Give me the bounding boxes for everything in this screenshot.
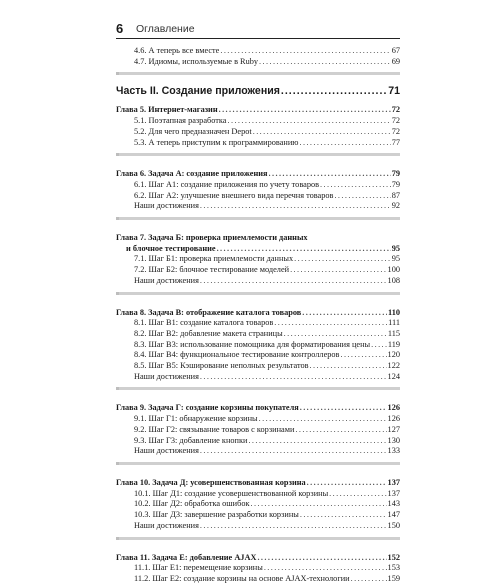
- chapter-gap: [116, 224, 400, 233]
- toc-entry-page: 115: [387, 328, 400, 338]
- dot-leader: [200, 276, 387, 287]
- toc-entry-page: 69: [391, 56, 400, 66]
- part-heading: [116, 85, 400, 98]
- toc-entry: [116, 436, 400, 447]
- toc-entry: [116, 574, 400, 585]
- toc-entry-title: 4.6. А теперь все вместе: [134, 46, 220, 55]
- toc-entry-title: 5.1. Поэтапная разработка: [134, 116, 227, 126]
- toc-entry: [116, 180, 400, 191]
- chapter-gap: [116, 544, 400, 553]
- dot-leader: [269, 169, 391, 180]
- toc-entry-title: Наши достижения: [134, 371, 199, 381]
- chapter-heading-page: 110: [388, 307, 400, 317]
- toc-entry: [116, 361, 400, 372]
- chapter-heading: [116, 403, 400, 414]
- chapter-heading: [116, 244, 400, 255]
- chapter-heading-title: Глава 10. Задача Д: усовершенствованная корзина: [116, 477, 306, 487]
- dot-leader: [253, 127, 391, 138]
- dot-leader: [274, 318, 387, 329]
- chapter-heading: [116, 169, 400, 180]
- toc-entry-title: 5.3. А теперь приступим к программированию: [134, 137, 299, 147]
- toc-entry: [116, 265, 400, 276]
- chapter-heading-page: 79: [391, 169, 400, 179]
- dot-leader: [294, 254, 391, 265]
- chapter-heading-title: и блочное тестирование: [126, 243, 216, 253]
- chapter-heading-title: Глава 8. Задача В: отображение каталога товаров: [116, 307, 302, 317]
- dot-leader: [300, 138, 391, 149]
- toc-entry-title: Наши достижения: [134, 201, 199, 211]
- dot-leader: [200, 372, 387, 383]
- dot-leader: [307, 478, 387, 489]
- toc-entry-title: 10.2. Шаг Д2: обработка ошибок: [134, 499, 250, 509]
- dot-leader: [320, 180, 391, 191]
- toc-entry-page: 95: [391, 254, 400, 264]
- dot-leader: [228, 116, 391, 127]
- chapter-heading-page: 72: [391, 105, 400, 115]
- toc-entry: [116, 57, 400, 68]
- toc-entry-page: 124: [387, 371, 400, 381]
- toc-entry: [116, 425, 400, 436]
- toc-entry-title: Наши достижения: [134, 275, 199, 285]
- toc-entry-title: 8.5. Шаг В5: Кэширование неполных результатов: [134, 361, 309, 371]
- page-number: 6: [116, 21, 124, 36]
- toc-entry-page: 150: [387, 520, 400, 530]
- dot-leader: [300, 403, 387, 414]
- toc-entry-page: 72: [391, 126, 400, 136]
- chapter-divider: [116, 153, 400, 156]
- chapter-divider: [116, 217, 400, 220]
- chapter-heading: [116, 105, 400, 116]
- dot-leader: [257, 553, 386, 564]
- dot-leader: [200, 521, 387, 532]
- chapter-gap: [116, 394, 400, 403]
- toc-entry-title: 11.1. Шаг Е1: перемещение корзины: [134, 563, 263, 573]
- toc-entry: [116, 510, 400, 521]
- dot-leader: [217, 244, 391, 255]
- chapter-divider: [116, 292, 400, 295]
- chapter-heading-title: Глава 5. Интернет-магазин: [116, 105, 218, 115]
- toc-entry-title: 6.2. Шаг А2: улучшение внешнего вида перечня товаров: [134, 190, 334, 200]
- toc-entry-title: 5.2. Для чего предназначен Depot: [134, 126, 252, 136]
- toc-entry-page: 120: [387, 350, 400, 360]
- dot-leader: [200, 446, 387, 457]
- chapter-heading-title: Глава 6. Задача А: создание приложения: [116, 169, 268, 179]
- dot-leader: [259, 57, 391, 68]
- toc-entry: [116, 127, 400, 138]
- toc-entry: [116, 489, 400, 500]
- toc-entry-page: 100: [387, 265, 400, 275]
- chapter-heading-page: 137: [387, 477, 400, 487]
- part-title: Часть II. Создание приложения: [116, 85, 280, 98]
- toc-entry-page: 159: [387, 573, 400, 583]
- chapter-divider: [116, 72, 400, 75]
- toc-entry: [116, 563, 400, 574]
- toc-entry: [116, 138, 400, 149]
- toc-entry-page: 153: [387, 563, 400, 573]
- chapter-gap: [116, 299, 400, 308]
- toc-entry-title: Наши достижения: [134, 520, 199, 530]
- toc-entry-page: 67: [391, 46, 400, 55]
- dot-leader: [300, 510, 387, 521]
- toc-entry: [116, 116, 400, 127]
- toc-entry: [116, 276, 400, 287]
- toc-entry-page: 130: [387, 435, 400, 445]
- toc-entry-title: 9.1. Шаг Г1: обнаружение корзины: [134, 414, 258, 424]
- toc-entry: [116, 46, 400, 57]
- toc-entry-title: 9.2. Шаг Г2: связывание товаров с корзинами: [134, 424, 295, 434]
- chapter-gap: [116, 160, 400, 169]
- toc-entry-title: 11.2. Шаг Е2: создание корзины на основе AJAX-технологии: [134, 573, 350, 583]
- dot-leader: [284, 329, 387, 340]
- dot-leader: [340, 350, 386, 361]
- toc-entry-page: 137: [387, 488, 400, 498]
- dot-leader: [264, 563, 387, 574]
- dot-leader: [200, 201, 391, 212]
- toc-entry: [116, 254, 400, 265]
- toc-entry-title: 4.7. Идиомы, используемые в Ruby: [134, 56, 259, 66]
- chapter-gap: [116, 469, 400, 478]
- toc-entry-page: 147: [387, 510, 400, 520]
- chapter-divider: [116, 387, 400, 390]
- toc-entry-page: 127: [387, 424, 400, 434]
- toc-entry-page: 122: [387, 361, 400, 371]
- toc-entry-page: 119: [387, 339, 400, 349]
- dot-leader: [310, 361, 387, 372]
- toc-entry-title: 8.4. Шаг В4: функциональное тестирование контроллеров: [134, 350, 340, 360]
- toc-entry: [116, 350, 400, 361]
- toc-entry: [116, 191, 400, 202]
- chapter-heading-page: 95: [391, 243, 400, 253]
- toc-entry: [116, 329, 400, 340]
- toc-entry-page: 111: [388, 318, 400, 328]
- dot-leader: [302, 308, 387, 319]
- toc-entry-page: 87: [391, 190, 400, 200]
- chapter-heading: [116, 233, 400, 244]
- dot-leader: [248, 436, 386, 447]
- running-title: Оглавление: [136, 23, 195, 35]
- dot-leader: [329, 489, 386, 500]
- toc-entry: [116, 414, 400, 425]
- chapter-heading-title: Глава 11. Задача Е: добавление AJAX: [116, 552, 257, 562]
- toc-entry-page: 92: [391, 201, 400, 211]
- toc-entry: [116, 340, 400, 351]
- dot-leader: [334, 191, 390, 202]
- toc-entry-title: 8.2. Шаг В2: добавление макета страницы: [134, 328, 283, 338]
- dot-leader: [220, 46, 390, 57]
- toc-entry-title: 6.1. Шаг А1: создание приложения по учету товаров: [134, 179, 320, 189]
- toc-entry-page: 143: [387, 499, 400, 509]
- toc-entry-title: 8.1. Шаг В1: создание каталога товаров: [134, 318, 274, 328]
- dot-leader: [219, 105, 391, 116]
- dot-leader: [251, 499, 387, 510]
- page-header: [116, 22, 400, 39]
- toc-entry-page: 77: [391, 137, 400, 147]
- dot-leader: [351, 574, 387, 585]
- chapter-heading-title: Глава 9. Задача Г: создание корзины покупателя: [116, 403, 299, 413]
- toc-entry-title: 10.3. Шаг Д3: завершение разработки корзины: [134, 510, 299, 520]
- chapter-heading-title: Глава 7. Задача Б: проверка приемлемости данных: [116, 233, 308, 243]
- part-page: 71: [388, 85, 400, 98]
- toc-entry-page: 133: [387, 446, 400, 456]
- chapter-divider: [116, 537, 400, 540]
- dot-leader: [290, 265, 386, 276]
- dot-leader: [281, 85, 387, 98]
- toc-entry-page: 126: [387, 414, 400, 424]
- chapter-divider: [116, 462, 400, 465]
- dot-leader: [371, 340, 387, 351]
- chapter-heading: [116, 478, 400, 489]
- toc-entry: [116, 201, 400, 212]
- chapter-heading: [116, 553, 400, 564]
- toc-entry: [116, 372, 400, 383]
- toc-entry-title: 7.2. Шаг Б2: блочное тестирование моделей: [134, 265, 290, 275]
- toc-entry-title: 9.3. Шаг Г3: добавление кнопки: [134, 435, 248, 445]
- toc-entry: [116, 521, 400, 532]
- chapter-heading-page: 152: [387, 552, 400, 562]
- toc-entry-page: 72: [391, 116, 400, 126]
- toc-entry-title: 10.1. Шаг Д1: создание усовершенствованной корзины: [134, 488, 329, 498]
- chapter-heading: [116, 308, 400, 319]
- table-of-contents: [116, 46, 400, 585]
- toc-entry-title: 7.1. Шаг Б1: проверка приемлемости данных: [134, 254, 294, 264]
- toc-entry-page: 108: [387, 275, 400, 285]
- toc-entry-page: 79: [391, 179, 400, 189]
- toc-entry: [116, 499, 400, 510]
- chapter-heading-page: 126: [387, 403, 400, 413]
- dot-leader: [295, 425, 386, 436]
- toc-entry: [116, 318, 400, 329]
- toc-entry: [116, 446, 400, 457]
- toc-entry-title: Наши достижения: [134, 446, 199, 456]
- dot-leader: [259, 414, 387, 425]
- toc-entry-title: 8.3. Шаг В3: использование помощника для форматирования цены: [134, 339, 371, 349]
